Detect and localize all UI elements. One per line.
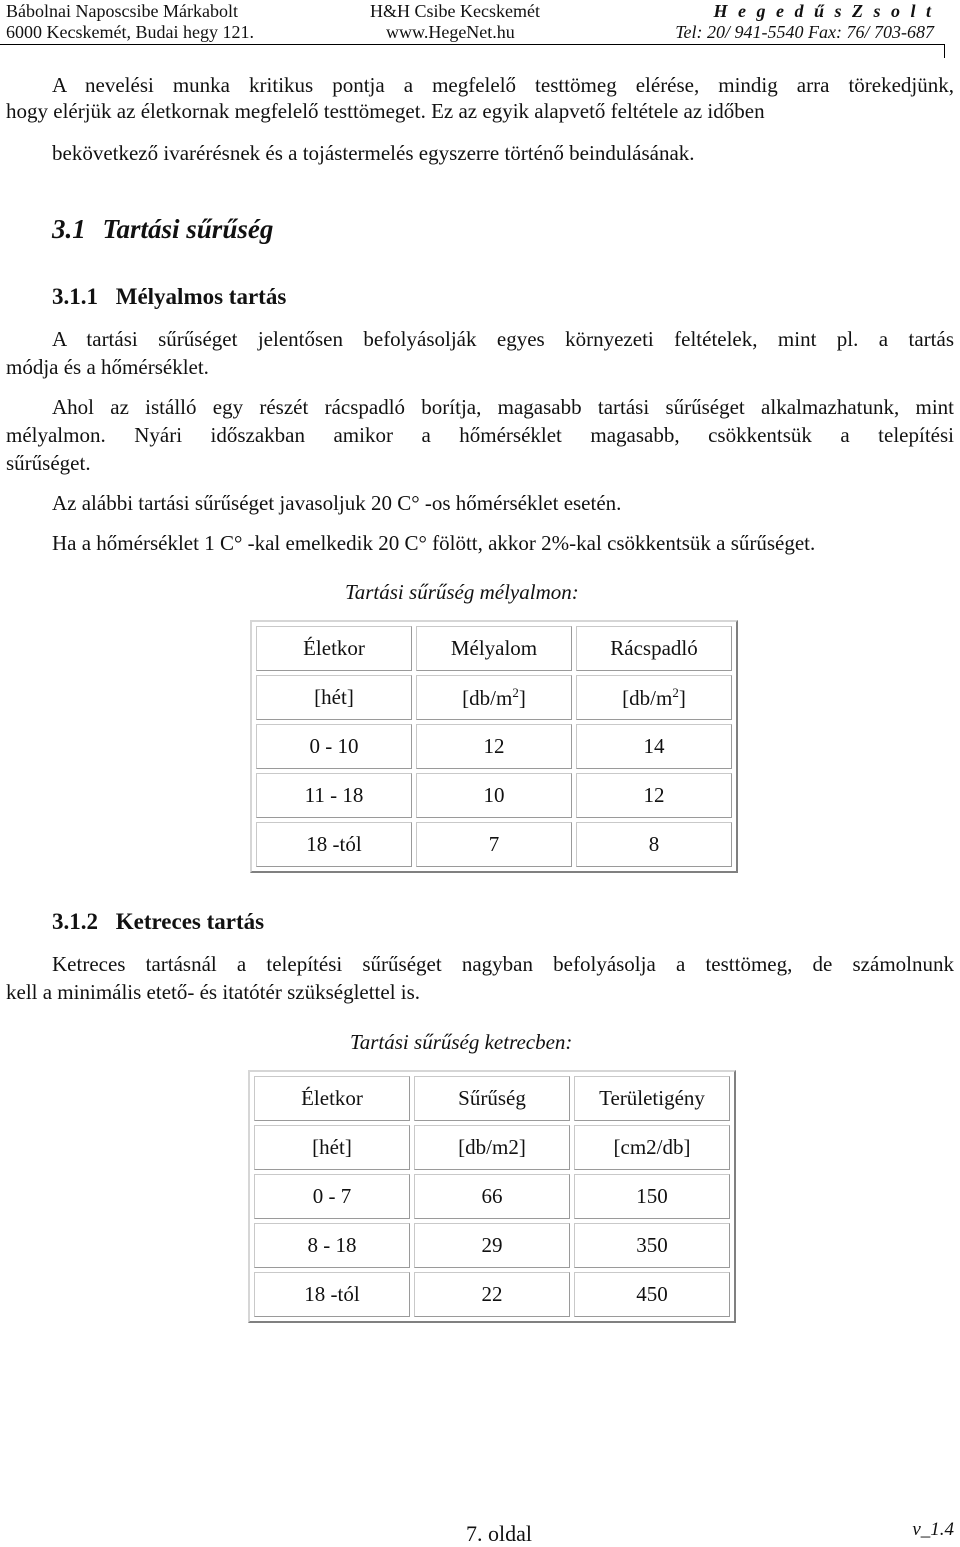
sub1-para2-line-1: Ahol az istálló egy részét rácspadló borítja, magasabb tartási sűrűséget alkalmazhatunk, mint xyxy=(52,395,954,419)
intro-line-2: hogy elérjük az életkornak megfelelő testtömeget. Ez az egyik alapvető feltétele az időben xyxy=(6,99,765,123)
table-header-cell: Életkor xyxy=(254,1076,410,1121)
table-2-caption: Tartási sűrűség ketrecben: xyxy=(350,1030,573,1054)
header-company: Bábolnai Naposcsibe Márkabolt xyxy=(6,1,238,21)
header-address: 6000 Kecskemét, Budai hegy 121. xyxy=(6,22,254,42)
sub1-para4: Ha a hőmérséklet 1 C° -kal emelkedik 20 C° fölött, akkor 2%-kal csökkentsük a sűrűséget. xyxy=(52,531,816,555)
table-header-cell: Területigény xyxy=(574,1076,730,1121)
section-title: Tartási sűrűség xyxy=(102,214,274,244)
subsection-title-2: Ketreces tartás xyxy=(115,909,265,934)
table-row xyxy=(254,1076,730,1121)
version-label: v_1.4 xyxy=(912,1519,954,1540)
table-cell: 10 xyxy=(416,773,572,818)
table-cell: 14 xyxy=(576,724,732,769)
sub2-para-line-1: Ketreces tartásnál a telepítési sűrűséget nagyban befolyásolja a testtömeg, de számolnunk xyxy=(52,952,954,976)
subsection-heading-2 xyxy=(52,909,264,935)
table-unit-cell: [db/m2] xyxy=(414,1125,570,1170)
table-header-cell: Életkor xyxy=(256,626,412,671)
table-unit-cell: [cm2/db] xyxy=(574,1125,730,1170)
subsection-number-2: 3.1.2 xyxy=(52,909,98,934)
table-cell: 7 xyxy=(416,822,572,867)
table-unit-cell: [hét] xyxy=(254,1125,410,1170)
intro-line-1: A nevelési munka kritikus pontja a megfelelő testtömeg elérése, mindig arra törekedjünk, xyxy=(52,73,954,97)
table-header-cell: Rácspadló xyxy=(576,626,732,671)
section-number: 3.1 xyxy=(52,214,86,244)
intro-line-3: bekövetkező ivarérésnek és a tojástermelés egyszerre történő beindulásának. xyxy=(52,141,695,165)
table-unit-cell: $[db/m^2]$ xyxy=(416,675,572,720)
table-row xyxy=(256,675,732,720)
sub1-para1-line-1: A tartási sűrűséget jelentősen befolyásolják egyes környezeti feltételek, mint pl. a tartás xyxy=(52,327,954,351)
table-cell: 8 - 18 xyxy=(254,1223,410,1268)
table-cell: 18 -tól xyxy=(256,822,412,867)
header-rule xyxy=(0,44,944,45)
table-row xyxy=(256,773,732,818)
subsection-heading-1 xyxy=(52,284,286,310)
table-cell: 0 - 7 xyxy=(254,1174,410,1219)
sub1-para1-line-2: módja és a hőmérséklet. xyxy=(6,355,209,379)
header-rule-tick xyxy=(944,44,945,58)
table-header-cell: Mélyalom xyxy=(416,626,572,671)
table-row xyxy=(256,626,732,671)
table-row xyxy=(254,1272,730,1317)
table-row xyxy=(254,1223,730,1268)
sub1-para3: Az alábbi tartási sűrűséget javasoljuk 20 C° -os hőmérséklet esetén. xyxy=(52,491,622,515)
header-author: H e g e d ű s Z s o l t xyxy=(713,1,934,21)
table-unit-cell: [hét] xyxy=(256,675,412,720)
table-cell: 12 xyxy=(576,773,732,818)
header-website[interactable]: www.HegeNet.hu xyxy=(386,22,515,42)
table-header-cell: Sűrűség xyxy=(414,1076,570,1121)
page-number: 7. oldal xyxy=(466,1521,532,1546)
table-cell: 150 xyxy=(574,1174,730,1219)
table-cell: 11 - 18 xyxy=(256,773,412,818)
table-cell: 0 - 10 xyxy=(256,724,412,769)
table-deep-litter xyxy=(250,620,738,873)
table-cell: 8 xyxy=(576,822,732,867)
header-phone: Tel: 20/ 941-5540 Fax: 76/ 703-687 xyxy=(675,22,934,42)
table-cell: 29 xyxy=(414,1223,570,1268)
table-cell: 450 xyxy=(574,1272,730,1317)
table-cell: 66 xyxy=(414,1174,570,1219)
table-1-caption: Tartási sűrűség mélyalmon: xyxy=(345,580,579,604)
subsection-number-1: 3.1.1 xyxy=(52,284,98,309)
table-cell: 12 xyxy=(416,724,572,769)
table-cell: 22 xyxy=(414,1272,570,1317)
table-row xyxy=(254,1174,730,1219)
subsection-title-1: Mélyalmos tartás xyxy=(115,284,287,309)
table-cage xyxy=(248,1070,736,1323)
table-row xyxy=(256,822,732,867)
header-shop-name: H&H Csibe Kecskemét xyxy=(370,1,540,21)
table-cell: 350 xyxy=(574,1223,730,1268)
table-row xyxy=(254,1125,730,1170)
sub2-para-line-2: kell a minimális etető- és itatótér szükséglettel is. xyxy=(6,980,421,1004)
section-heading xyxy=(52,214,273,245)
sub1-para2-line-3: sűrűséget. xyxy=(6,451,91,475)
sub1-para2-line-2: mélyalmon. Nyári időszakban amikor a hőmérséklet magasabb, csökkentsük a telepítési xyxy=(6,423,954,447)
table-cell: 18 -tól xyxy=(254,1272,410,1317)
table-unit-cell: $[db/m^2]$ xyxy=(576,675,732,720)
table-row xyxy=(256,724,732,769)
